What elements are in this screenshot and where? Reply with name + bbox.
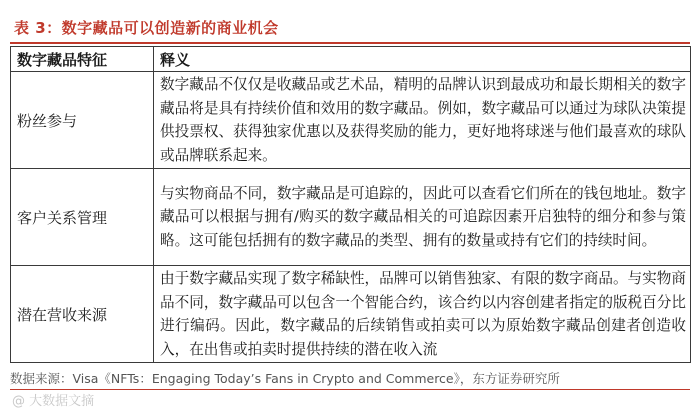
table-row xyxy=(11,169,691,266)
table-row xyxy=(11,266,691,363)
description-cell: 与实物商品不同，数字藏品是可追踪的，因此可以查看它们所在的钱包地址。数字藏品可以根据与拥有/购买的数字藏品相关的可追踪因素开启独特的细分和参与策略。这可能包括拥有的数字藏品的类型、拥有的数量或持有它们的持续时间。 xyxy=(154,169,691,266)
description-cell: 数字藏品不仅仅是收藏品或艺术品，精明的品牌认识到最成功和最长期相关的数字藏品将是具有持续价值和效用的数字藏品。例如，数字藏品可以通过为球队决策提供投票权、获得独家优惠以及获得奖励的能力，更好地将球迷与他们最喜欢的球队或品牌联系起来。 xyxy=(154,72,691,169)
feature-table xyxy=(10,46,691,363)
watermark: @ 大数据文摘 xyxy=(12,394,95,409)
table-header-row xyxy=(11,47,691,72)
description-cell: 由于数字藏品实现了数字稀缺性，品牌可以销售独家、有限的数字商品。与实物商品不同，数字藏品可以包含一个智能合约，该合约以内容创建者指定的版税百分比进行编码。因此，数字藏品的后续销售或拍卖可以为原始数字藏品创建者创造收入，在出售或拍卖时提供持续的潜在收入流 xyxy=(154,266,691,363)
header-feature: 数字藏品特征 xyxy=(11,47,154,72)
source-note: 数据来源：Visa《NFTs：Engaging Today’s Fans in Crypto and Commerce》，东方证券研究所 xyxy=(10,371,560,386)
table-title: 表 3：数字藏品可以创造新的商业机会 xyxy=(14,19,279,37)
header-description: 释义 xyxy=(154,47,691,72)
footer-divider xyxy=(10,389,690,390)
feature-cell: 潜在营收来源 xyxy=(11,266,154,363)
feature-cell: 客户关系管理 xyxy=(11,169,154,266)
table-title-bar xyxy=(10,14,690,44)
table-row xyxy=(11,72,691,169)
feature-cell: 粉丝参与 xyxy=(11,72,154,169)
